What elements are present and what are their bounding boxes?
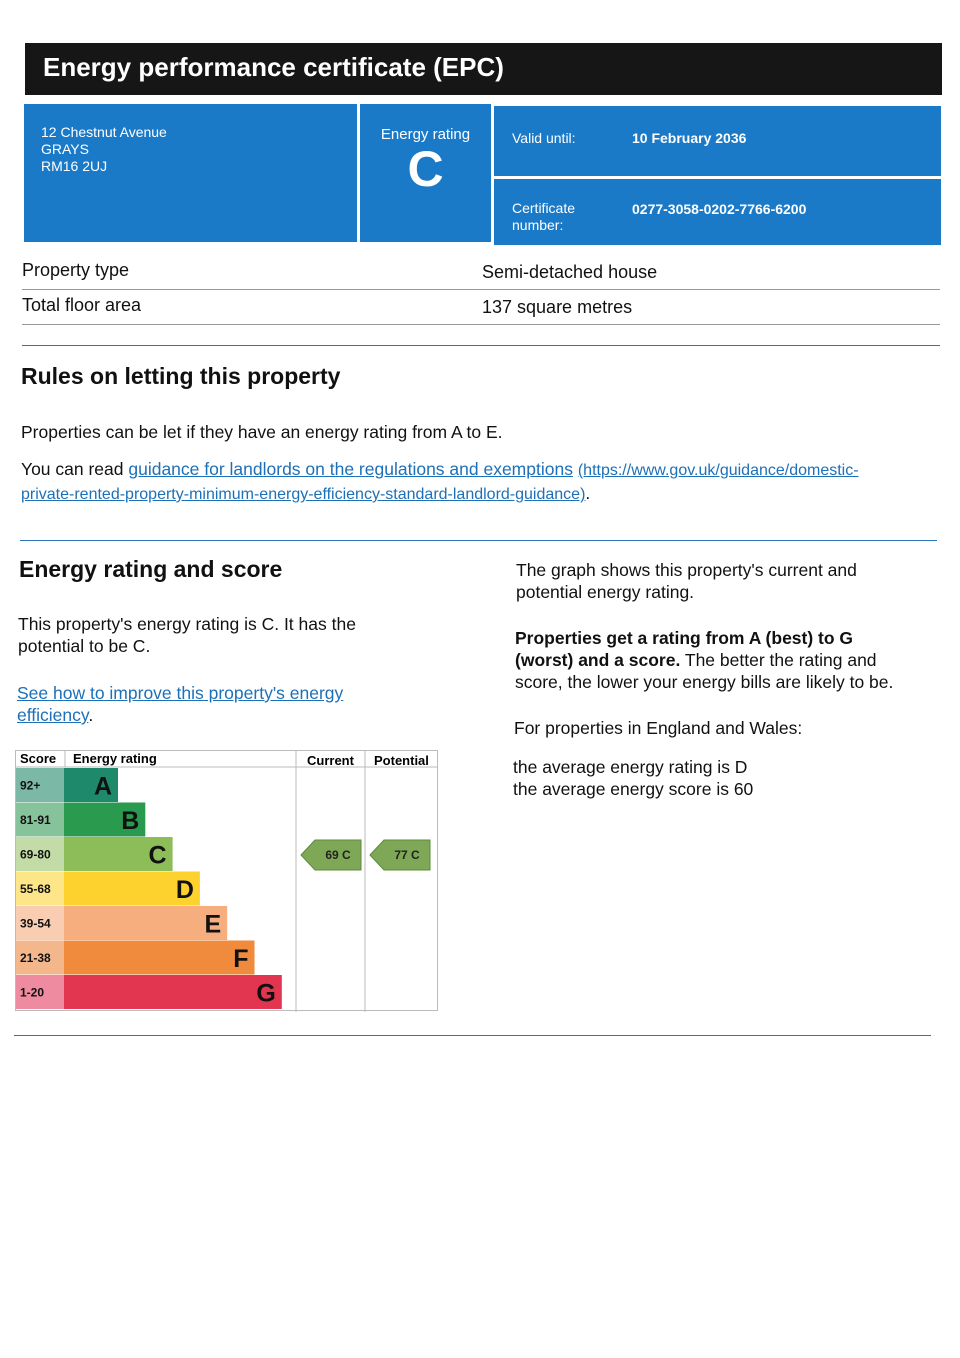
certificate-label-1: Certificate bbox=[512, 200, 576, 216]
graph-text-2: potential energy rating. bbox=[516, 582, 695, 602]
letting-paragraph-1: Properties can be let if they have an energy rating from A to E. bbox=[21, 422, 503, 442]
energy-rating-panel bbox=[360, 104, 491, 242]
header-score: Score bbox=[20, 751, 57, 766]
energy-rating-chart bbox=[15, 750, 438, 1012]
letting-text: You can read bbox=[21, 459, 129, 479]
certificate-number: 0277-3058-0202-7766-6200 bbox=[632, 201, 807, 217]
rating-explanation-text: The better the rating and bbox=[680, 650, 877, 670]
score-label-e: 39-54 bbox=[20, 916, 51, 931]
section-divider bbox=[20, 540, 937, 541]
energy-rating-label: Energy rating bbox=[380, 126, 471, 143]
certificate-panel bbox=[494, 179, 941, 245]
rating-text-1: This property's energy rating is C. It has the bbox=[18, 614, 356, 634]
header-energy-rating: Energy rating bbox=[73, 751, 157, 766]
rating-explanation-bold-1: Properties get a rating from A (best) to G bbox=[515, 628, 854, 648]
divider bbox=[22, 289, 940, 290]
current-marker-label: 69 C bbox=[325, 848, 351, 862]
floor-area-value: 137 square metres bbox=[482, 297, 633, 317]
score-label-d: 55-68 bbox=[20, 881, 51, 896]
valid-until-label: Valid until: bbox=[512, 130, 576, 146]
property-type-label: Property type bbox=[22, 260, 130, 280]
band-letter-c: C bbox=[148, 841, 167, 870]
average-score-text: the average energy score is 60 bbox=[513, 779, 754, 799]
band-bar-g bbox=[64, 975, 282, 1009]
page-title: Energy performance certificate (EPC) bbox=[43, 52, 504, 82]
certificate-label-2: number: bbox=[512, 217, 564, 233]
band-letter-g: G bbox=[256, 979, 276, 1008]
letting-heading: Rules on letting this property bbox=[21, 363, 341, 389]
score-label-f: 21-38 bbox=[20, 950, 51, 965]
property-type-value: Semi-detached house bbox=[482, 262, 658, 282]
floor-area-label: Total floor area bbox=[22, 295, 142, 315]
improve-paragraph bbox=[17, 682, 343, 726]
address-line-1: 12 Chestnut Avenue bbox=[41, 124, 167, 140]
band-bar-f bbox=[64, 941, 255, 975]
england-wales-text: For properties in England and Wales: bbox=[514, 718, 803, 738]
landlord-guidance-link[interactable]: guidance for landlords on the regulations and exemptions bbox=[128, 459, 573, 479]
graph-text-1: The graph shows this property's current and bbox=[516, 560, 857, 580]
energy-rating-value: C bbox=[407, 141, 444, 197]
letting-paragraph-2 bbox=[21, 458, 941, 506]
improve-link-1[interactable]: See how to improve this property's energy bbox=[17, 683, 344, 703]
section-divider bbox=[14, 1035, 931, 1036]
rating-explanation-bold-2: (worst) and a score. bbox=[515, 650, 681, 670]
potential-marker-label: 77 C bbox=[394, 848, 420, 862]
section-divider bbox=[22, 345, 940, 346]
rating-explanation bbox=[515, 627, 893, 693]
address-line-3: RM16 2UJ bbox=[41, 158, 108, 174]
band-letter-f: F bbox=[233, 944, 249, 973]
score-label-a: 92+ bbox=[20, 778, 41, 793]
band-letter-d: D bbox=[175, 875, 194, 904]
valid-until-value: 10 February 2036 bbox=[632, 130, 747, 146]
average-rating-text: the average energy rating is D bbox=[513, 757, 748, 777]
average-text bbox=[513, 756, 753, 800]
improve-link-2[interactable]: efficiency bbox=[17, 705, 89, 725]
band-letter-b: B bbox=[121, 806, 140, 835]
improve-suffix: . bbox=[88, 705, 94, 725]
address-panel bbox=[24, 104, 357, 242]
valid-until-panel bbox=[494, 106, 941, 176]
landlord-guidance-url-2[interactable]: private-rented-property-minimum-energy-efficiency-standard-landlord-guidance) bbox=[21, 486, 586, 503]
graph-description bbox=[516, 559, 857, 603]
address-line-2: GRAYS bbox=[41, 141, 89, 157]
rating-paragraph bbox=[18, 613, 356, 657]
landlord-guidance-url-1[interactable]: (https://www.gov.uk/guidance/domestic- bbox=[577, 462, 859, 479]
band-letter-a: A bbox=[93, 772, 112, 801]
header-bar bbox=[25, 43, 942, 95]
letting-suffix: . bbox=[585, 483, 591, 503]
header-current: Current bbox=[307, 753, 354, 768]
rating-text-2: potential to be C. bbox=[18, 636, 151, 656]
rating-explanation-text-3: score, the lower your energy bills are likely to be. bbox=[515, 672, 894, 692]
band-bar-e bbox=[64, 906, 227, 940]
rating-heading: Energy rating and score bbox=[19, 556, 283, 582]
score-label-c: 69-80 bbox=[20, 847, 51, 862]
header-potential: Potential bbox=[374, 753, 429, 768]
score-label-b: 81-91 bbox=[20, 812, 51, 827]
band-letter-e: E bbox=[204, 910, 222, 939]
score-label-g: 1-20 bbox=[20, 985, 45, 1000]
divider bbox=[22, 324, 940, 325]
